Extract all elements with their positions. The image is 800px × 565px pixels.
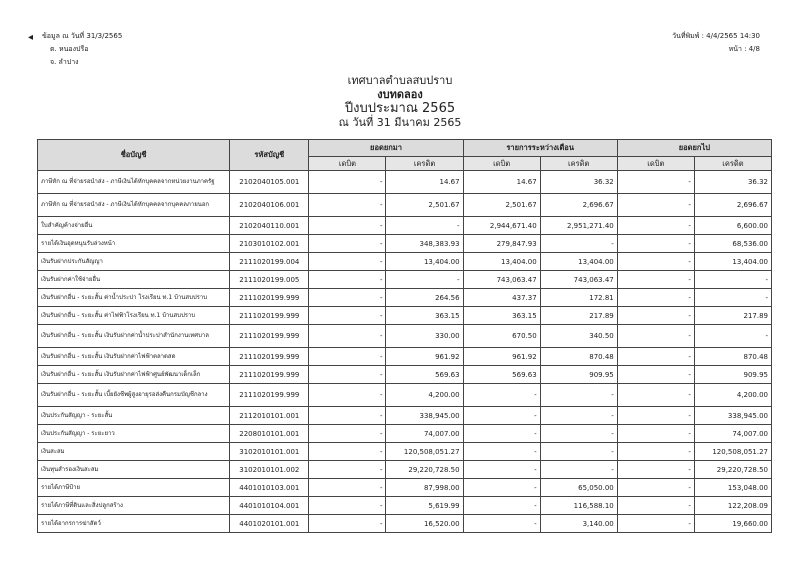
cell-opening-debit: - — [309, 253, 386, 271]
table-row — [38, 479, 772, 497]
cell-month-debit: - — [463, 425, 540, 443]
cell-closing-debit: - — [617, 307, 694, 325]
cell-opening-debit: - — [309, 461, 386, 479]
cell-month-credit: 65,050.00 — [540, 479, 617, 497]
cell-account-code: 2111020199.999 — [230, 325, 309, 348]
cell-account-code: 2102040106.001 — [230, 194, 309, 217]
cell-opening-debit: - — [309, 307, 386, 325]
subdistrict: ต. หนองปรือ — [50, 45, 89, 53]
table-row — [38, 443, 772, 461]
cell-closing-debit: - — [617, 253, 694, 271]
cell-opening-credit: 330.00 — [386, 325, 463, 348]
cell-closing-credit: - — [694, 289, 771, 307]
cell-opening-debit: - — [309, 171, 386, 194]
cell-opening-debit: - — [309, 235, 386, 253]
cell-opening-credit: 13,404.00 — [386, 253, 463, 271]
cell-account-name: เงินรับฝากอื่น - ระยะสั้น เงินรับฝากค่าไฟฟ้าศูนย์พัฒนาเด็กเล็ก — [38, 366, 230, 384]
cell-account-code: 4401010103.001 — [230, 479, 309, 497]
cell-opening-credit: - — [386, 271, 463, 289]
col-account-code: รหัสบัญชี — [230, 140, 309, 171]
cell-opening-debit: - — [309, 289, 386, 307]
cell-month-credit: 743,063.47 — [540, 271, 617, 289]
district: จ. ลำปาง — [50, 58, 79, 66]
col-opening-credit: เครดิต — [386, 157, 463, 171]
col-closing-credit: เครดิต — [694, 157, 771, 171]
cell-closing-debit: - — [617, 479, 694, 497]
cell-account-code: 2111020199.005 — [230, 271, 309, 289]
print-date: วันที่พิมพ์ : 4/4/2565 14:30 — [672, 32, 760, 40]
cell-opening-credit: 2,501.67 — [386, 194, 463, 217]
cell-opening-debit: - — [309, 194, 386, 217]
cell-month-credit: 2,951,271.40 — [540, 217, 617, 235]
cell-month-debit: 437.37 — [463, 289, 540, 307]
cell-account-code: 2102040105.001 — [230, 171, 309, 194]
col-opening-debit: เดบิต — [309, 157, 386, 171]
cell-account-name: เงินทุนสำรองเงินสะสม — [38, 461, 230, 479]
cell-closing-credit: 13,404.00 — [694, 253, 771, 271]
table-row — [38, 194, 772, 217]
cell-account-code: 2208010101.001 — [230, 425, 309, 443]
cell-account-name: ใบสำคัญค้างจ่ายอื่น — [38, 217, 230, 235]
cell-month-debit: 13,404.00 — [463, 253, 540, 271]
cell-month-credit: 340.50 — [540, 325, 617, 348]
cell-closing-credit: 2,696.67 — [694, 194, 771, 217]
cell-opening-debit: - — [309, 425, 386, 443]
table-row — [38, 407, 772, 425]
cell-month-credit: - — [540, 425, 617, 443]
cell-closing-debit: - — [617, 271, 694, 289]
cell-closing-debit: - — [617, 194, 694, 217]
cell-closing-credit: 338,945.00 — [694, 407, 771, 425]
cell-opening-credit: 120,508,051.27 — [386, 443, 463, 461]
cell-month-credit: 36.32 — [540, 171, 617, 194]
cell-month-debit: - — [463, 479, 540, 497]
data-as-of: ข้อมูล ณ วันที่ 31/3/2565 — [42, 32, 123, 40]
cell-account-code: 2111020199.004 — [230, 253, 309, 271]
cell-month-credit: - — [540, 443, 617, 461]
as-of-date: ณ วันที่ 31 มีนาคม 2565 — [338, 116, 462, 129]
col-closing-debit: เดบิต — [617, 157, 694, 171]
cell-opening-credit: 4,200.00 — [386, 384, 463, 407]
cell-month-debit: 670.50 — [463, 325, 540, 348]
cell-closing-debit: - — [617, 289, 694, 307]
cell-closing-credit: 4,200.00 — [694, 384, 771, 407]
cell-month-credit: 909.95 — [540, 366, 617, 384]
cell-opening-debit: - — [309, 271, 386, 289]
table-row — [38, 348, 772, 366]
cell-month-debit: 961.92 — [463, 348, 540, 366]
cell-opening-credit: 74,007.00 — [386, 425, 463, 443]
cell-closing-credit: 909.95 — [694, 366, 771, 384]
header-left — [30, 30, 122, 69]
table-row — [38, 366, 772, 384]
cell-month-credit: 870.48 — [540, 348, 617, 366]
table-row — [38, 497, 772, 515]
cell-month-credit: - — [540, 407, 617, 425]
cell-opening-credit: 348,383.93 — [386, 235, 463, 253]
cell-account-code: 2102040110.001 — [230, 217, 309, 235]
cell-closing-credit: 6,600.00 — [694, 217, 771, 235]
col-account-name: ชื่อบัญชี — [38, 140, 230, 171]
table-body — [38, 171, 772, 533]
cell-closing-debit: - — [617, 443, 694, 461]
cell-account-name: เงินรับฝากอื่น - ระยะสั้น เบี้ยยังชีพผู้สูงอายุรอส่งคืนกรมบัญชีกลาง — [38, 384, 230, 407]
fiscal-year: ปีงบประมาณ 2565 — [344, 101, 456, 116]
cell-opening-credit: 961.92 — [386, 348, 463, 366]
cell-account-code: 2111020199.999 — [230, 366, 309, 384]
cell-month-debit: 2,501.67 — [463, 194, 540, 217]
col-opening: ยอดยกมา — [309, 140, 463, 157]
cell-month-credit: 2,696.67 — [540, 194, 617, 217]
cell-closing-debit: - — [617, 325, 694, 348]
cell-account-name: เงินประกันสัญญา - ระยะยาว — [38, 425, 230, 443]
cell-closing-credit: 68,536.00 — [694, 235, 771, 253]
cell-month-credit: - — [540, 384, 617, 407]
cell-closing-debit: - — [617, 425, 694, 443]
cell-opening-debit: - — [309, 479, 386, 497]
cell-closing-credit: 122,208.09 — [694, 497, 771, 515]
cell-opening-debit: - — [309, 407, 386, 425]
table-row — [38, 307, 772, 325]
cell-opening-credit: 264.56 — [386, 289, 463, 307]
cell-account-code: 4401010104.001 — [230, 497, 309, 515]
cell-account-name: ภาษีหัก ณ ที่จ่ายรอนำส่ง - ภาษีเงินได้หักบุคคลจากบุคคลภายนอก — [38, 194, 230, 217]
cell-account-name: เงินประกันสัญญา - ระยะสั้น — [38, 407, 230, 425]
cell-opening-debit: - — [309, 515, 386, 533]
cell-account-name: เงินสะสม — [38, 443, 230, 461]
report-title: งบทดลอง — [377, 88, 423, 101]
table-row — [38, 271, 772, 289]
cell-account-code: 2111020199.999 — [230, 384, 309, 407]
cell-account-code: 2111020199.999 — [230, 348, 309, 366]
cell-account-name: เงินรับฝากอื่น - ระยะสั้น ค่าน้ำประปา โรงเรียน ท.1 บ้านสบปราบ — [38, 289, 230, 307]
cell-opening-debit: - — [309, 325, 386, 348]
cell-closing-debit: - — [617, 461, 694, 479]
cell-month-credit: 172.81 — [540, 289, 617, 307]
cell-month-credit: 3,140.00 — [540, 515, 617, 533]
cell-account-code: 2112010101.001 — [230, 407, 309, 425]
cell-opening-debit: - — [309, 384, 386, 407]
cell-opening-debit: - — [309, 497, 386, 515]
cell-month-debit: - — [463, 515, 540, 533]
cell-closing-credit: 217.89 — [694, 307, 771, 325]
cell-month-debit: - — [463, 497, 540, 515]
cell-month-debit: 14.67 — [463, 171, 540, 194]
cell-account-name: เงินรับฝากอื่น - ระยะสั้น เงินรับฝากค่าน้ำประปาสำนักงานเทศบาล — [38, 325, 230, 348]
col-month-debit: เดบิต — [463, 157, 540, 171]
cell-closing-credit: 36.32 — [694, 171, 771, 194]
cell-account-name: เงินรับฝากอื่น - ระยะสั้น เงินรับฝากค่าไฟฟ้าตลาดสด — [38, 348, 230, 366]
table-row — [38, 235, 772, 253]
cell-month-credit: - — [540, 461, 617, 479]
cell-opening-credit: 363.15 — [386, 307, 463, 325]
cell-month-debit: - — [463, 407, 540, 425]
cell-closing-debit: - — [617, 217, 694, 235]
cell-opening-credit: 569.63 — [386, 366, 463, 384]
cell-month-debit: 2,944,671.40 — [463, 217, 540, 235]
table-row — [38, 425, 772, 443]
cell-closing-credit: 29,220,728.50 — [694, 461, 771, 479]
cell-opening-credit: 5,619.99 — [386, 497, 463, 515]
cell-closing-debit: - — [617, 407, 694, 425]
table-row — [38, 171, 772, 194]
cell-closing-credit: 74,007.00 — [694, 425, 771, 443]
table-row — [38, 289, 772, 307]
cell-month-credit: - — [540, 235, 617, 253]
cell-month-debit: 743,063.47 — [463, 271, 540, 289]
cell-month-credit: 116,588.10 — [540, 497, 617, 515]
cell-closing-debit: - — [617, 384, 694, 407]
cell-closing-debit: - — [617, 235, 694, 253]
table-row — [38, 325, 772, 348]
cell-opening-credit: - — [386, 217, 463, 235]
report-titles — [0, 74, 800, 130]
cell-closing-debit: - — [617, 515, 694, 533]
arrow-icon: ◂ — [28, 32, 34, 43]
col-month-credit: เครดิต — [540, 157, 617, 171]
cell-opening-credit: 87,998.00 — [386, 479, 463, 497]
cell-account-code: 3102010101.001 — [230, 443, 309, 461]
table-row — [38, 515, 772, 533]
cell-month-debit: - — [463, 461, 540, 479]
cell-month-debit: 569.63 — [463, 366, 540, 384]
cell-opening-debit: - — [309, 348, 386, 366]
cell-month-debit: - — [463, 443, 540, 461]
cell-month-credit: 13,404.00 — [540, 253, 617, 271]
table-row — [38, 253, 772, 271]
cell-account-name: รายได้เงินอุดหนุนรับล่วงหน้า — [38, 235, 230, 253]
cell-account-name: เงินรับฝากค่าใช้จ่ายอื่น — [38, 271, 230, 289]
cell-month-credit: 217.89 — [540, 307, 617, 325]
page-number: หน้า : 4/8 — [728, 45, 760, 53]
cell-closing-credit: 870.48 — [694, 348, 771, 366]
col-closing: ยอดยกไป — [617, 140, 771, 157]
cell-account-code: 2111020199.999 — [230, 289, 309, 307]
cell-closing-credit: 120,508,051.27 — [694, 443, 771, 461]
cell-account-name: ภาษีหัก ณ ที่จ่ายรอนำส่ง - ภาษีเงินได้หักบุคคลจากหน่วยงานภาครัฐ — [38, 171, 230, 194]
trial-balance-table — [37, 139, 772, 533]
cell-closing-debit: - — [617, 366, 694, 384]
org-name: เทศบาลตำบลสบปราบ — [347, 74, 453, 87]
cell-account-code: 2111020199.999 — [230, 307, 309, 325]
cell-opening-credit: 338,945.00 — [386, 407, 463, 425]
cell-opening-debit: - — [309, 366, 386, 384]
cell-closing-debit: - — [617, 348, 694, 366]
table-row — [38, 217, 772, 235]
header-right — [672, 30, 760, 56]
cell-account-name: เงินรับฝากอื่น - ระยะสั้น ค่าไฟฟ้าโรงเรียน ท.1 บ้านสบปราบ — [38, 307, 230, 325]
col-during-month: รายการระหว่างเดือน — [463, 140, 617, 157]
cell-account-code: 2103010102.001 — [230, 235, 309, 253]
cell-closing-credit: 19,660.00 — [694, 515, 771, 533]
cell-month-debit: - — [463, 384, 540, 407]
cell-closing-credit: - — [694, 325, 771, 348]
cell-opening-credit: 16,520.00 — [386, 515, 463, 533]
cell-month-debit: 279,847.93 — [463, 235, 540, 253]
cell-opening-debit: - — [309, 443, 386, 461]
cell-opening-debit: - — [309, 217, 386, 235]
cell-opening-credit: 14.67 — [386, 171, 463, 194]
table-row — [38, 384, 772, 407]
cell-closing-debit: - — [617, 171, 694, 194]
cell-account-name: รายได้อากรการฆ่าสัตว์ — [38, 515, 230, 533]
cell-opening-credit: 29,220,728.50 — [386, 461, 463, 479]
cell-closing-debit: - — [617, 497, 694, 515]
cell-account-code: 4401020101.001 — [230, 515, 309, 533]
table-row — [38, 461, 772, 479]
cell-account-name: รายได้ภาษีที่ดินและสิ่งปลูกสร้าง — [38, 497, 230, 515]
cell-closing-credit: 153,048.00 — [694, 479, 771, 497]
cell-closing-credit: - — [694, 271, 771, 289]
cell-month-debit: 363.15 — [463, 307, 540, 325]
cell-account-name: รายได้ภาษีป้าย — [38, 479, 230, 497]
cell-account-code: 3102010101.002 — [230, 461, 309, 479]
cell-account-name: เงินรับฝากประกันสัญญา — [38, 253, 230, 271]
